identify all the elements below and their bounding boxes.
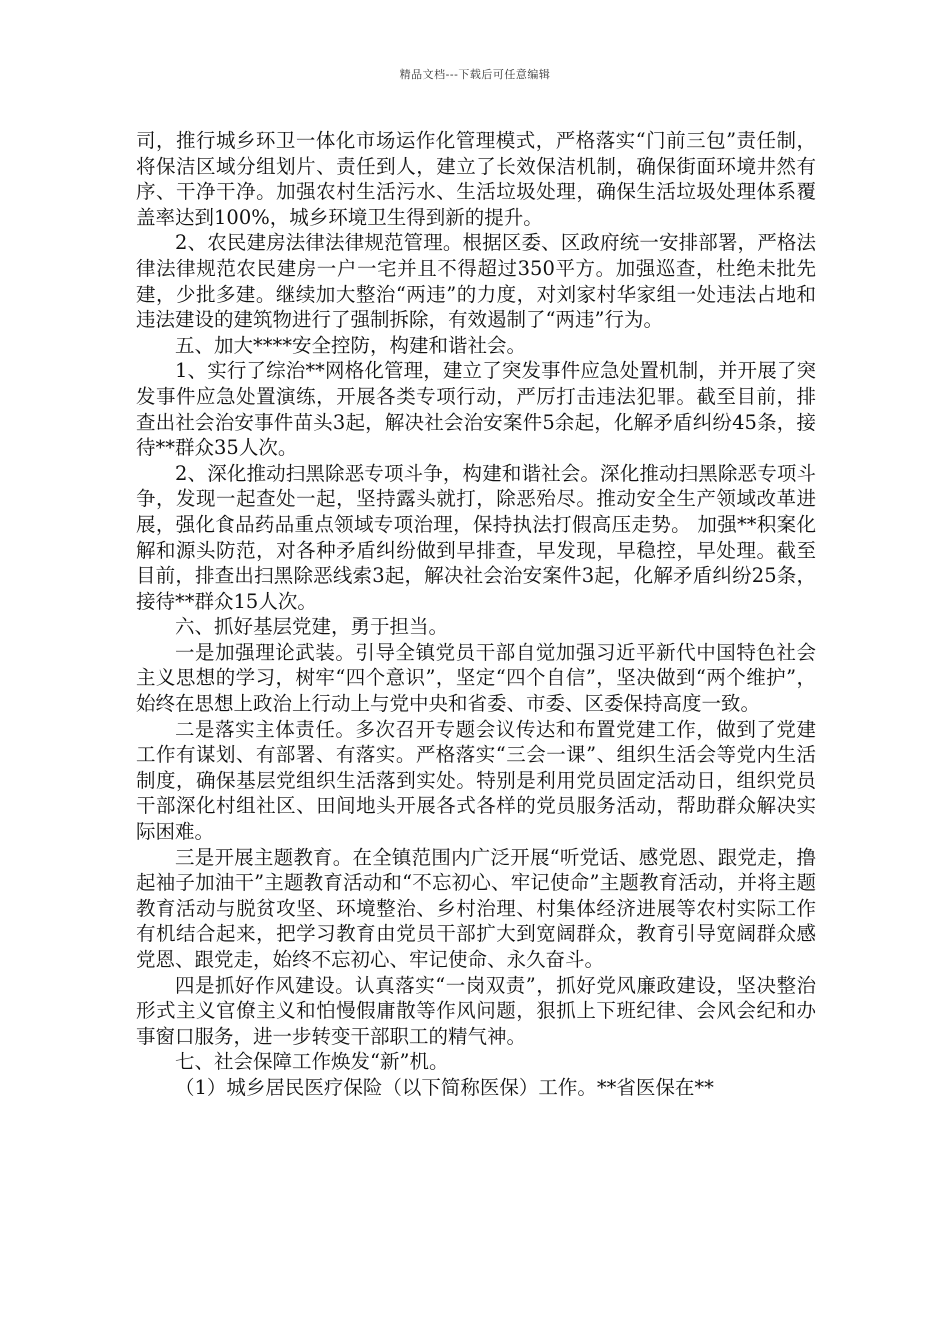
paragraph-1: 司，推行城乡环卫一体化市场运作化管理模式，严格落实“门前三包”责任制，将保洁区域分组划片、责任到人，建立了长效保洁机制，确保街面环境井然有序、干净干净。加强农村生活污水、生活垃圾处理，确保生活垃圾处理体系覆盖率达到100%，城乡环境卫生得到新的提升。	[136, 129, 816, 229]
paragraph-8: 二是落实主体责任。多次召开专题会议传达和布置党建工作，做到了党建工作有谋划、有部署、有落实。严格落实“三会一课”、组织生活会等党内生活制度，确保基层党组织生活落到实处。特别是利用党员固定活动日，组织党员干部深化村组社区、田间地头开展各式各样的党员服务活动，帮助群众解决实际困难。	[136, 717, 816, 844]
page-header: 精品文档---下载后可任意编辑	[399, 68, 551, 81]
paragraph-10: 四是抓好作风建设。认真落实“一岗双责”，抓好党风廉政建设，坚决整治形式主义官僚主义和怕慢假庸散等作风问题，狠抓上下班纪律、会风会纪和办事窗口服务，进一步转变干部职工的精气神。	[136, 973, 816, 1048]
paragraph-2: 2、农民建房法律法律规范管理。根据区委、区政府统一安排部署，严格法律法律规范农民建房一户一宅并且不得超过350平方。加强巡查，杜绝未批先建，少批多建。继续加大整治“两违”的力度，对刘家村华家组一处违法占地和违法建设的建筑物进行了强制拆除，有效遏制了“两违”行为。	[136, 231, 816, 332]
document-body	[136, 128, 816, 1101]
section-heading-7: 七、社会保障工作焕发“新”机。	[175, 1050, 449, 1074]
paragraph-12: （1）城乡居民医疗保险（以下简称医保）工作。**省医保在**	[175, 1075, 714, 1099]
paragraph-5: 2、深化推动扫黑除恶专项斗争，构建和谐社会。深化推动扫黑除恶专项斗争，发现一起查处一起，坚持露头就打，除恶殆尽。推动安全生产领域改革进展，强化食品药品重点领域专项治理，保持执法打假高压走势。 加强**积案化解和源头防范，对各种矛盾纠纷做到早排查，早发现，早稳控，早处理。截至目前，排查出扫黑除恶线索3起，解决社会治安案件3起，化解矛盾纠纷25条，接待**群众15人次。	[136, 461, 816, 613]
paragraph-4: 1、实行了综治**网格化管理，建立了突发事件应急处置机制，并开展了突发事件应急处置演练，开展各类专项行动，严厉打击违法犯罪。截至目前，排查出社会治安事件苗头3起，解决社会治安案件5余起，化解矛盾纠纷45条，接待**群众35人次。	[136, 359, 816, 460]
section-heading-5: 五、加大****安全控防，构建和谐社会。	[175, 333, 527, 357]
paragraph-7: 一是加强理论武装。引导全镇党员干部自觉加强习近平新代中国特色社会主义思想的学习，树牢“四个意识”，坚定“四个自信”，坚决做到“两个维护”，始终在思想上政治上行动上与党中央和省委、市委、区委保持高度一致。	[136, 640, 816, 716]
paragraph-9: 三是开展主题教育。在全镇范围内广泛开展“听党话、感党恩、跟党走，撸起袖子加油干”主题教育活动和“不忘初心、牢记使命”主题教育活动，并将主题教育活动与脱贫攻坚、环境整治、乡村治理、村集体经济进展等农村实际工作有机结合起来，把学习教育由党员干部扩大到宽阔群众，教育引导宽阔群众感党恩、跟党走，始终不忘初心、牢记使命、永久奋斗。	[136, 845, 816, 971]
section-heading-6: 六、抓好基层党建，勇于担当。	[175, 615, 449, 639]
